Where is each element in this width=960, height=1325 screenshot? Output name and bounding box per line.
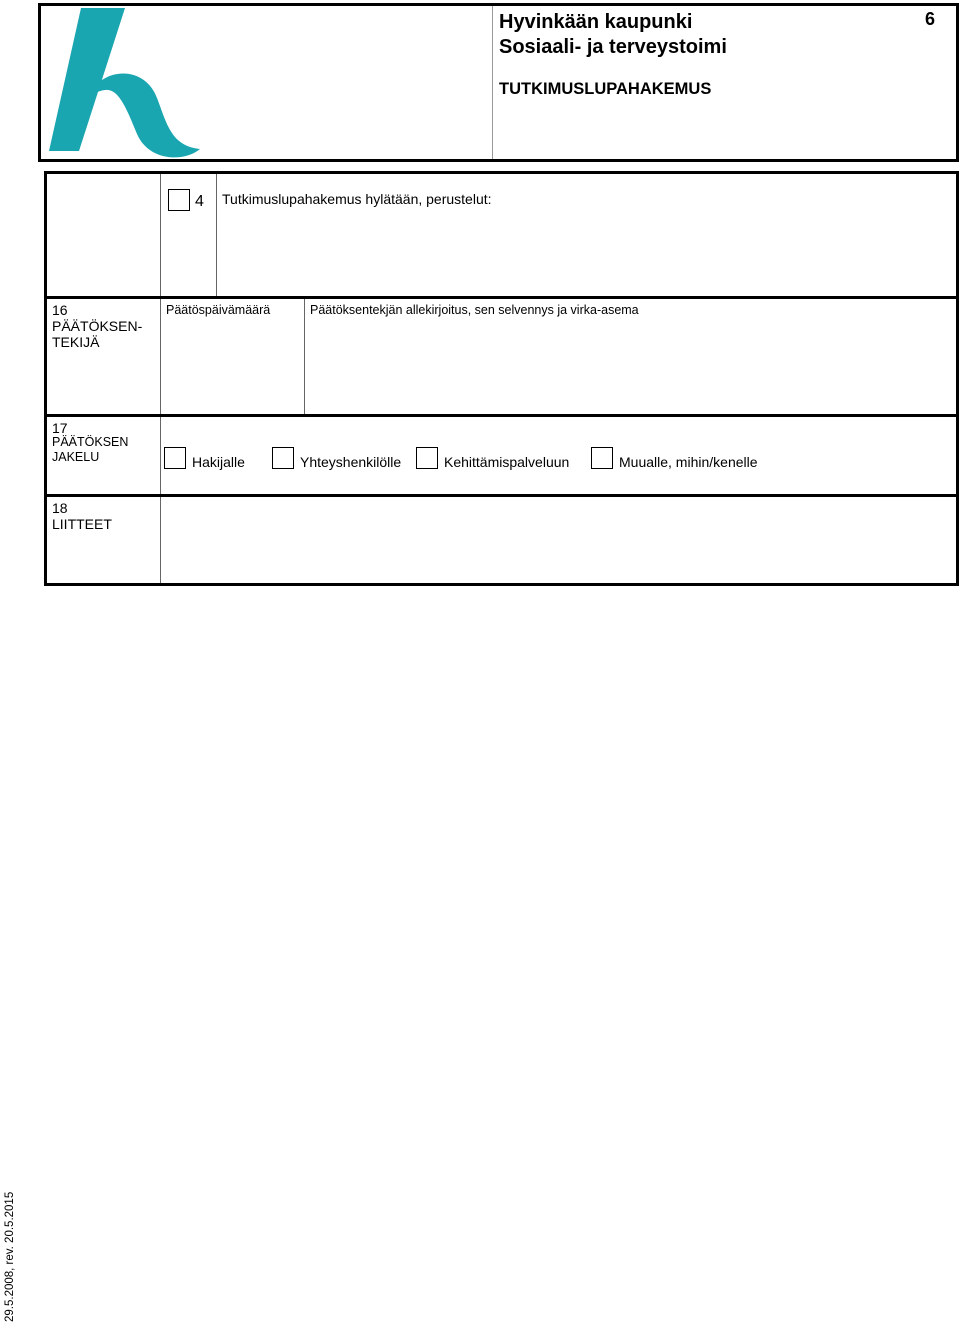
column-divider [160, 174, 161, 296]
attachments-field[interactable] [161, 497, 956, 583]
section-17-number: 17 [52, 420, 68, 436]
section-18-title: LIITTEET [52, 516, 112, 532]
organization-name: Hyvinkään kaupunki [499, 11, 693, 33]
reject-checkbox[interactable] [168, 189, 190, 211]
distribution-checkbox-other[interactable] [591, 447, 613, 469]
signature-label: Päätöksentekjän allekirjoitus, sen selvennys ja virka-asema [310, 303, 639, 317]
section-17-title-line1: PÄÄTÖKSEN [52, 435, 129, 449]
distribution-checkbox-development[interactable] [416, 447, 438, 469]
column-divider [160, 417, 161, 494]
distribution-checkbox-applicant[interactable] [164, 447, 186, 469]
distribution-label-other: Muualle, mihin/kenelle [619, 454, 758, 470]
hyvinkaa-logo-icon [45, 6, 205, 158]
page-number: 6 [925, 9, 936, 29]
decision-date-field[interactable] [161, 321, 303, 413]
distribution-checkbox-contact[interactable] [272, 447, 294, 469]
section-16-number: 16 [52, 302, 68, 318]
document-header [38, 3, 959, 162]
department-name: Sosiaali- ja terveystoimi [499, 36, 727, 58]
distribution-label-applicant: Hakijalle [192, 454, 245, 470]
signature-field[interactable] [305, 321, 955, 413]
decision-date-label: Päätöspäivämäärä [166, 303, 271, 317]
logo-cell [41, 6, 493, 159]
section-18-number: 18 [52, 500, 68, 516]
distribution-label-development: Kehittämispalveluun [444, 454, 570, 470]
reject-option-text: Tutkimuslupahakemus hylätään, perustelut: [222, 191, 492, 207]
column-divider [216, 174, 217, 296]
section-17-row [44, 414, 959, 494]
section-4-row [44, 171, 959, 296]
section-17-title-line2: JAKELU [52, 450, 100, 464]
section-16-row [44, 296, 959, 414]
section-16-title-line2: TEKIJÄ [52, 334, 100, 350]
revision-footer: 29.5.2008, rev. 20.5.2015 [4, 1191, 16, 1322]
section-18-row [44, 494, 959, 586]
reject-option-number: 4 [195, 193, 204, 210]
distribution-label-contact: Yhteyshenkilölle [300, 454, 402, 470]
document-title: TUTKIMUSLUPAHAKEMUS [499, 80, 712, 98]
section-16-title-line1: PÄÄTÖKSEN- [52, 318, 143, 334]
